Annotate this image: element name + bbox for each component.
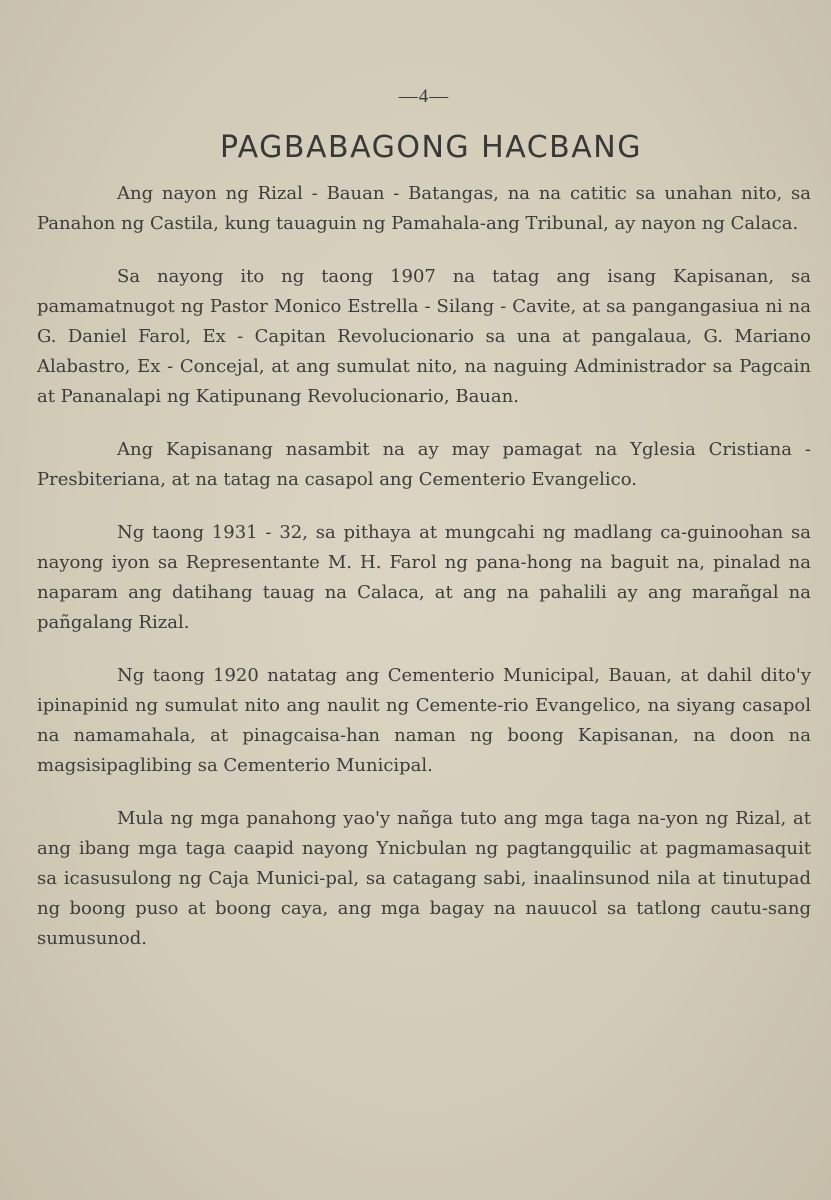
paragraph-6: Mula ng mga panahong yao'y nañga tuto ang mga taga na-yon ng Rizal, at ang ibang mga taga caapid nayong Ynicbulan ng pagtangquilic at pagmamasaquit sa icasusulong ng Caja Munici-pal, sa catagang sabi, inaalinsunod nila at tinutupad ng boong puso at boong caya, ang mga bagay na nauucol sa tatlong cautu-sang sumusunod. [37, 808, 811, 949]
paragraph-1: Ang nayon ng Rizal - Bauan - Batangas, na na catitic sa unahan nito, sa Panahon ng Castila, kung tauaguin ng Pamahala-ang Tribunal, ay nayon ng Calaca. [37, 183, 811, 234]
page-title: PAGBABAGONG HACBANG [220, 130, 642, 165]
paragraph-3: Ang Kapisanang nasambit na ay may pamagat na Yglesia Cristiana - Presbiteriana, at na tatag na casapol ang Cementerio Evangelico. [37, 439, 811, 490]
paragraph-4: Ng taong 1931 - 32, sa pithaya at mungcahi ng madlang ca-guinoohan sa nayong iyon sa Representante M. H. Farol ng pana-hong na baguit na, pinalad na naparam ang datihang tauag na Calaca, at ang na pahalili ay ang marañgal na pañgalang Rizal. [37, 522, 811, 633]
page-number: —4— [398, 86, 450, 107]
paragraph-5: Ng taong 1920 natatag ang Cementerio Municipal, Bauan, at dahil dito'y ipinapinid ng sumulat nito ang naulit ng Cemente-rio Evangelico, na siyang casapol na namamahala, at pinagcaisa-han naman ng boong Kapisanan, na doon na magsisipaglibing sa Cementerio Municipal. [37, 665, 811, 776]
paragraph-2: Sa nayong ito ng taong 1907 na tatag ang isang Kapisanan, sa pamamatnugot ng Pastor Monico Estrella - Silang - Cavite, at sa pangangasiua ni na G. Daniel Farol, Ex - Capitan Revolucionario sa una at pangalaua, G. Mariano Alabastro, Ex - Concejal, at ang sumulat nito, na naguing Administrador sa Pagcain at Pananalapi ng Katipunang Revolucionario, Bauan. [37, 266, 811, 407]
